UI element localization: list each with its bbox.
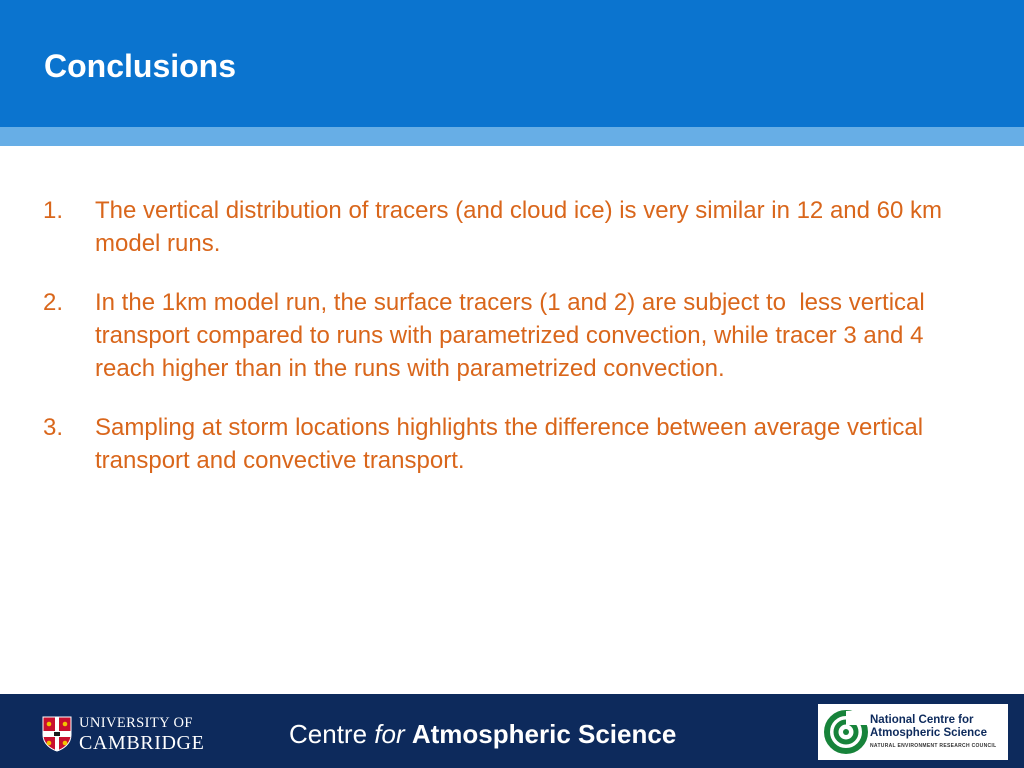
centre-prefix: Centre — [289, 719, 368, 749]
item-text: Sampling at storm locations highlights the difference between average vertical transport and convective transport. — [95, 414, 930, 474]
item-number: 1. — [43, 197, 64, 224]
ncas-logo-line1: National Centre for — [870, 714, 974, 726]
list-item — [43, 411, 983, 477]
centre-name — [289, 719, 676, 750]
item-number: 2. — [43, 289, 64, 316]
cambridge-shield-icon — [42, 716, 72, 752]
item-number: 3. — [43, 414, 64, 441]
list-item — [43, 194, 983, 260]
header-stripe — [0, 127, 1024, 146]
item-text: The vertical distribution of tracers (and cloud ice) is very similar in 12 and 60 km model runs. — [95, 197, 949, 257]
ncas-swirl-icon — [822, 708, 870, 756]
item-text: In the 1km model run, the surface tracers (1 and 2) are subject to less vertical transport compared to runs with parametrized convection, while tracer 3 and 4 reach higher than in the runs with parametrized convection. — [95, 289, 932, 382]
centre-for: for — [374, 719, 405, 749]
centre-subject: Atmospheric Science — [411, 719, 677, 749]
ncas-logo-line3: NATURAL ENVIRONMENT RESEARCH COUNCIL — [870, 743, 997, 749]
conclusions-list — [43, 194, 983, 503]
university-logo — [42, 716, 214, 752]
list-item — [43, 286, 983, 385]
university-logo-line1: UNIVERSITY OF — [79, 715, 193, 731]
university-logo-line2: CAMBRIDGE — [79, 732, 205, 754]
ncas-logo — [818, 704, 1008, 760]
ncas-logo-line2: Atmospheric Science — [870, 727, 987, 739]
slide-title: Conclusions — [44, 48, 237, 84]
